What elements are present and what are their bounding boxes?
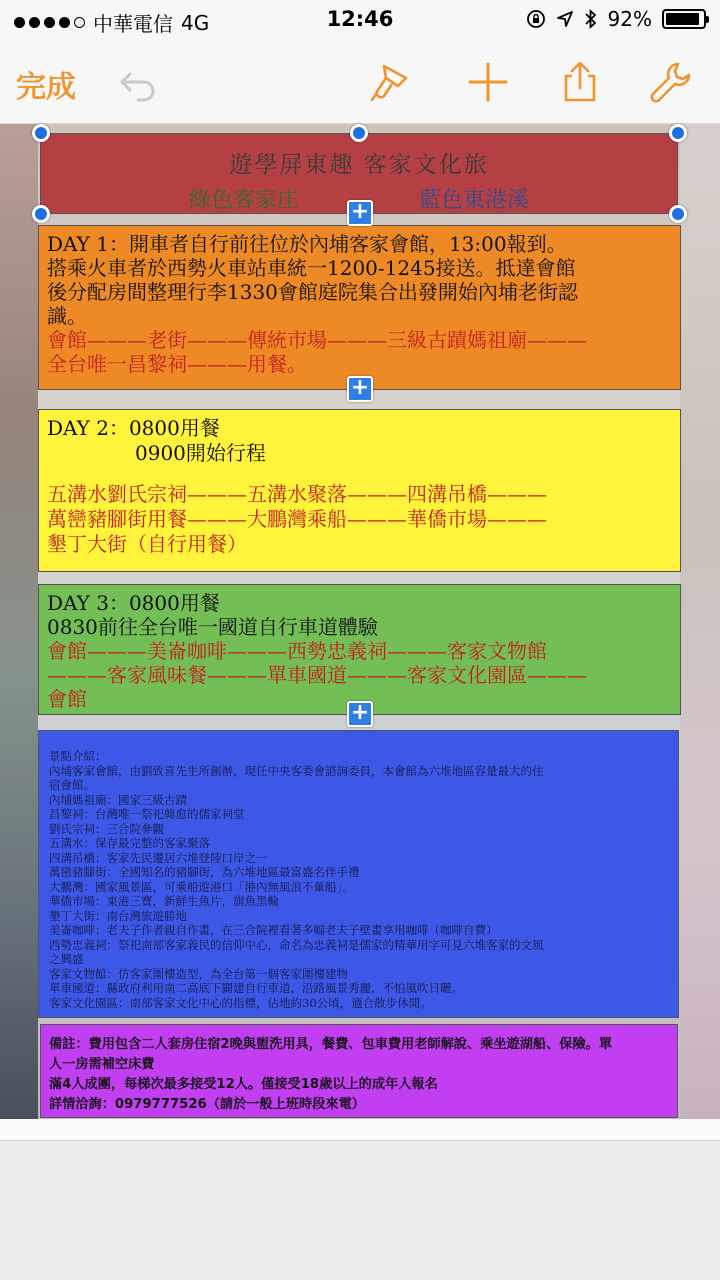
resize-handle-bottom-left[interactable] [32,205,50,223]
day2-route-line: 墾丁大街（自行用餐） [47,532,247,556]
plus-icon[interactable] [466,60,510,104]
info-line: 華僑市場：東港三寶，新鮮生魚片，旗魚黑輪 [49,894,279,908]
day3-route-line: ———客家風味餐———單車國道———客家文化園區——— [47,663,587,687]
info-line: 客家文化園區：南部客家文化中心的指標，佔地約30公頃，適合散步休閒。 [49,995,432,1010]
day2-line: DAY 2：0800用餐 [47,416,220,440]
add-row-button[interactable]: + [347,200,373,226]
resize-handle-top-middle[interactable] [350,124,368,142]
subtitle-right: 藍色東港溪 [419,188,530,213]
info-line: 內埔客家會館，由劉致喜先生所創辦，現任中央客委會諮詢委員，本會館為六堆地區容量最大的住 [49,763,544,778]
info-line: 內埔媽祖廟：國家三級古蹟 [49,792,187,807]
subtitle-left: 綠色客家庄 [188,188,299,213]
attractions-info-box[interactable] [38,730,679,1018]
network-type: 4G [181,10,210,35]
share-icon[interactable] [558,60,602,104]
info-line: 萬巒豬腳街：全國知名的豬腳街，為六堆地區最富盛名伴手禮 [49,865,360,879]
info-line: 單車國道：縣政府利用南二高底下闢建自行車道，沿路風景秀麗，不怕風吹日曬。 [49,981,463,995]
info-line: 宿會館。 [49,778,95,792]
day1-route-line: 會館———老街———傳統市場———三級古蹟媽祖廟——— [47,328,587,352]
done-button[interactable]: 完成 [16,70,76,105]
bluetooth-icon [584,9,598,29]
day2-text-box[interactable] [38,409,681,572]
status-bar [0,0,720,40]
status-right [526,7,706,31]
clock: 12:46 [326,7,394,31]
undo-icon[interactable] [116,60,160,104]
day2-route-line: 五溝水劉氏宗祠———五溝水聚落———四溝吊橋——— [47,482,547,506]
day3-line: 0830前往全台唯一國道自行車道體驗 [47,615,378,639]
day1-line: 搭乘火車者於西勢火車站車統一1200-1245接送。抵達會館 [47,256,576,280]
rotation-lock-icon [526,9,546,29]
day1-text-box[interactable] [38,225,681,390]
resize-handle-top-left[interactable] [32,124,50,142]
info-line: 景點介紹： [49,749,107,763]
info-line: 美崙咖啡：老夫子作者親自作畫，在三合院裡看著多幅老夫子壁畫享用咖啡（咖啡自費） [49,923,498,937]
title-line: 遊學屏東趣 客家文化旅 [229,152,489,178]
battery-percent: 92% [607,7,652,31]
carrier-name: 中華電信 [93,12,173,36]
day1-route-line: 全台唯一昌黎祠———用餐。 [47,352,307,376]
wrench-icon[interactable] [648,60,692,104]
editor-toolbar [0,40,720,124]
info-line: 五溝水：保存最完整的客家聚落 [49,836,210,850]
day1-line: 後分配房間整理行李1330會館庭院集合出發開始內埔老街認 [47,280,578,304]
info-line: 昌黎祠：台灣唯一祭祀韓愈的儒家祠堂 [49,807,245,821]
day3-text-box[interactable] [38,584,681,715]
info-line: 墾丁大街：南台灣旅遊勝地 [49,908,187,923]
info-line: 四溝吊橋：客家先民遷居六堆登陸口岸之一 [49,850,268,865]
note-text-box[interactable] [40,1024,678,1118]
resize-handle-bottom-right[interactable] [669,205,687,223]
note-line: 人一房需補空床費 [49,1057,155,1072]
info-line: 之興盛 [49,952,84,966]
page-edge [0,1119,720,1141]
info-line: 大鵬灣：國家風景區，可乘船遊港口「港內無風浪不暈船」。 [49,879,354,894]
info-line: 客家文物館：仿客家圍樓造型，為全台第一個客家圍樓建物 [49,966,348,981]
day3-route-line: 會館 [47,687,87,711]
day1-line: 識。 [47,304,87,328]
note-line: 詳情洽詢：0979777526（請於一般上班時段來電） [49,1097,365,1112]
background-photo-right [680,124,720,1119]
location-arrow-icon [556,10,574,28]
info-line: 西勢忠義祠：祭祀南部客家義民的信仰中心，命名為忠義祠是儒家的精華用字可見六堆客家的文風 [49,937,544,952]
add-row-button[interactable]: + [347,701,373,727]
note-line: 滿4人成團，每梯次最多接受12人。僅接受18歲以上的成年人報名 [49,1077,438,1092]
battery-level [666,13,699,25]
note-line: 備註：費用包含二人套房住宿2晚與盥洗用具，餐費、包車費用老師解說、乘坐遊湖船、保險。單 [49,1037,613,1052]
day3-line: DAY 3：0800用餐 [47,591,220,615]
day3-route-line: 會館———美崙咖啡———西勢忠義祠———客家文物館 [47,639,547,663]
day2-route-line: 萬巒豬腳街用餐———大鵬灣乘船———華僑市場——— [47,507,547,531]
day1-line: DAY 1：開車者自行前往位於內埔客家會館，13:00報到。 [47,232,567,256]
day2-line: 0900開始行程 [135,441,266,465]
resize-handle-top-right[interactable] [669,124,687,142]
paintbrush-icon[interactable] [368,60,412,104]
background-photo-left [0,124,38,1119]
info-line: 劉氏宗祠：三合院參觀 [49,821,164,836]
add-row-button[interactable]: + [347,376,373,402]
battery-icon [662,9,706,29]
